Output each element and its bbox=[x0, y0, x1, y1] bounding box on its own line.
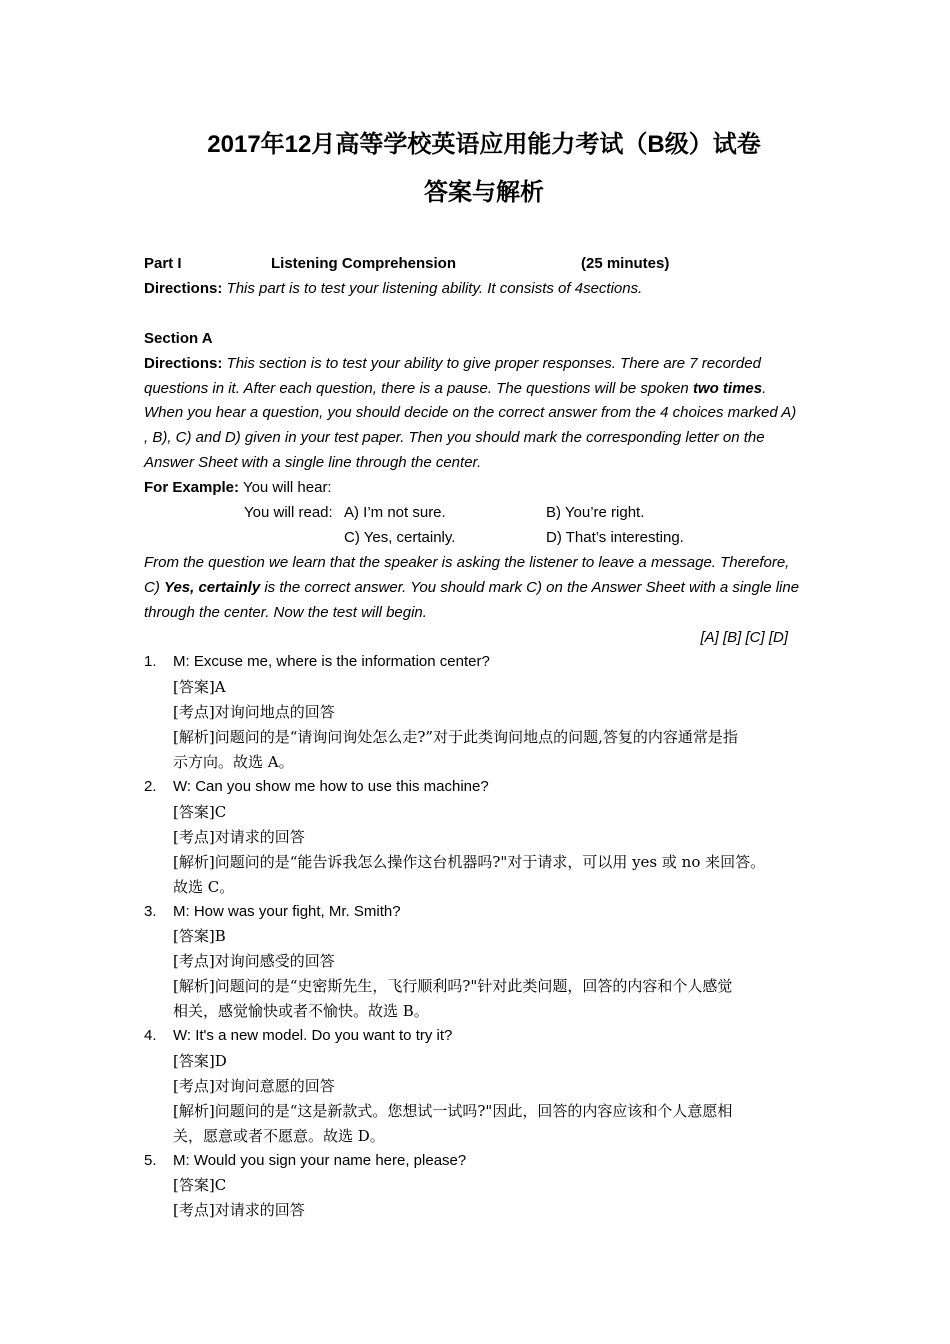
answer-marks: [A] [B] [C] [D] bbox=[700, 628, 788, 646]
question-1 bbox=[144, 650, 824, 775]
question-text: M: Would you sign your name here, please? bbox=[173, 1151, 467, 1169]
option-b: B) You’re right. bbox=[546, 504, 645, 522]
section-title: Section A bbox=[144, 329, 213, 347]
example-explain1: From the question we learn that the speaker is asking the listener to leave a message. Therefore, bbox=[144, 553, 790, 571]
section-directions-line1 bbox=[144, 352, 824, 377]
part-heading bbox=[144, 252, 824, 277]
question-number: 2. bbox=[144, 777, 157, 795]
section-directions-line2 bbox=[144, 377, 824, 402]
doc-title-line1: 2017年12月高等学校英语应用能力考试（B级）试卷 bbox=[207, 131, 761, 158]
question-analysis-line2: 故选 C。 bbox=[173, 877, 235, 896]
question-number: 5. bbox=[144, 1151, 157, 1169]
question-text: W: It's a new model. Do you want to try it? bbox=[173, 1027, 453, 1045]
doc-title-line2: 答案与解析 bbox=[424, 179, 544, 206]
question-4 bbox=[144, 1024, 824, 1149]
part-label: Part I bbox=[144, 255, 182, 272]
question-answer: [答案]B bbox=[173, 927, 226, 946]
explain2-pre: C) bbox=[144, 578, 164, 596]
question-answer: [答案]C bbox=[173, 802, 227, 821]
question-analysis-line1: [解析]问题问的是“史密斯先生，飞行顺利吗?"针对此类问题，回答的内容和个人感觉 bbox=[173, 977, 733, 996]
question-analysis-line1: [解析]问题问的是“这是新款式。您想试一试吗?"因此，回答的内容应该和个人意愿相 bbox=[173, 1101, 733, 1120]
part-time: (25 minutes) bbox=[581, 255, 670, 272]
question-text: W: Can you show me how to use this machine? bbox=[173, 777, 489, 795]
example-label: For Example: bbox=[144, 479, 240, 497]
directions-label: Directions: bbox=[144, 279, 223, 297]
section-directions-label: Directions: bbox=[144, 354, 223, 372]
question-answer: [答案]C bbox=[173, 1176, 227, 1195]
option-d: D) That’s interesting. bbox=[546, 528, 684, 546]
explain2-bold: Yes, certainly bbox=[164, 578, 261, 596]
example-read-row2 bbox=[144, 526, 824, 551]
section-directions-text2: questions in it. After each question, there is a pause. The questions will be spoken bbox=[144, 379, 693, 397]
line2-end: . bbox=[762, 379, 767, 397]
question-answer: [答案]D bbox=[173, 1051, 227, 1070]
document-page bbox=[144, 130, 824, 1223]
section-directions-line5: Answer Sheet with a single line through the center. bbox=[144, 454, 482, 472]
question-point: [考点]对询问地点的回答 bbox=[173, 703, 335, 722]
part-name: Listening Comprehension bbox=[271, 255, 457, 272]
question-5 bbox=[144, 1149, 824, 1224]
question-point: [考点]对请求的回答 bbox=[173, 1201, 305, 1220]
example-hear: You will hear: bbox=[242, 479, 332, 497]
question-analysis-line2: 关，愿意或者不愿意。故选 D。 bbox=[173, 1126, 385, 1145]
question-point: [考点]对询问意愿的回答 bbox=[173, 1076, 335, 1095]
example-hear-line bbox=[144, 476, 824, 501]
question-2 bbox=[144, 775, 824, 900]
question-analysis-line2: 示方向。故选 A。 bbox=[173, 753, 294, 772]
option-c: C) Yes, certainly. bbox=[344, 528, 456, 546]
question-3 bbox=[144, 900, 824, 1025]
part-directions bbox=[144, 277, 824, 302]
question-point: [考点]对请求的回答 bbox=[173, 827, 305, 846]
example-read-row1 bbox=[144, 501, 824, 526]
question-analysis-line1: [解析]问题问的是“请询问询处怎么走?”对于此类询问地点的问题,答复的内容通常是指 bbox=[173, 728, 738, 747]
question-number: 4. bbox=[144, 1027, 157, 1045]
section-directions-line3: When you hear a question, you should decide on the correct answer from the 4 choices marked A) bbox=[144, 404, 797, 422]
question-number: 1. bbox=[144, 653, 157, 671]
bold-two-times: two times bbox=[692, 379, 763, 397]
question-answer: [答案]A bbox=[173, 678, 226, 697]
example-read: You will read: bbox=[244, 504, 333, 522]
explain2-post: is the correct answer. You should mark C) on the Answer Sheet with a single line bbox=[260, 578, 800, 596]
example-explain3: through the center. Now the test will begin. bbox=[144, 603, 427, 621]
section-directions-text1: This section is to test your ability to give proper responses. There are 7 recorded bbox=[226, 354, 761, 372]
option-a: A) I’m not sure. bbox=[344, 504, 446, 522]
question-text: M: How was your fight, Mr. Smith? bbox=[173, 902, 401, 920]
section-directions-line4: , B), C) and D) given in your test paper. Then you should mark the corresponding letter on the bbox=[144, 429, 765, 447]
question-analysis-line1: [解析]问题问的是“能告诉我怎么操作这台机器吗?"对于请求，可以用 yes 或 no 来回答。 bbox=[173, 852, 766, 871]
part-directions-text: This part is to test your listening ability. It consists of 4sections. bbox=[226, 279, 643, 297]
example-explain2 bbox=[144, 576, 824, 601]
question-analysis-line2: 相关，感觉愉快或者不愉快。故选 B。 bbox=[173, 1002, 429, 1021]
question-text: M: Excuse me, where is the information center? bbox=[173, 653, 490, 671]
question-number: 3. bbox=[144, 902, 157, 920]
question-point: [考点]对询问感受的回答 bbox=[173, 952, 335, 971]
